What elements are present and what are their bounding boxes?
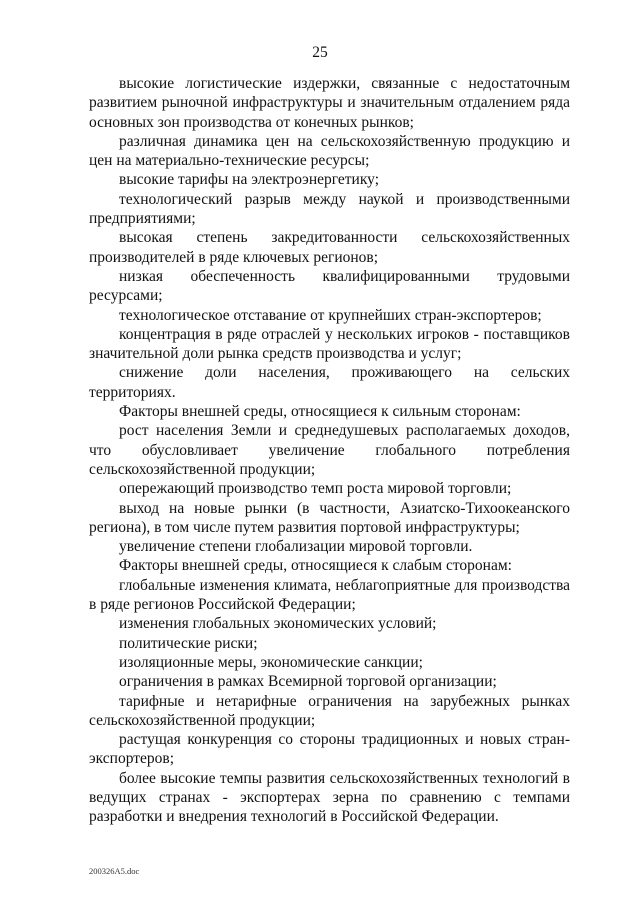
paragraph: политические риски; [119,634,258,652]
paragraph: растущая конкуренция со стороны традиционных и новых стран-экспортеров; [89,731,570,768]
paragraph: тарифные и нетарифные ограничения на зарубежных рынках сельскохозяйственной продукции; [89,692,570,729]
paragraph: изоляционные меры, экономические санкции; [119,653,423,671]
paragraph: глобальные изменения климата, неблагоприятные для производства в ряде регионов Российской Федерации; [89,576,570,614]
paragraph: снижение доли населения, проживающего на сельских территориях. [89,364,570,401]
paragraph: опережающий производство темп роста мировой торговли; [119,480,512,498]
paragraph: высокие тарифы на электроэнергетику; [119,171,380,189]
paragraph: высокая степень закредитованности сельскохозяйственных производителей в ряде ключевых регионов; [89,229,570,266]
section-heading-paragraph: Факторы внешней среды, относящиеся к слабым сторонам: [119,557,512,575]
section-heading-paragraph: Факторы внешней среды, относящиеся к сильным сторонам: [119,403,521,421]
page-number: 25 [312,44,328,61]
paragraph: технологический разрыв между наукой и производственными предприятиями; [89,190,570,228]
document-footer-filename: 200326A5.doc [89,866,140,876]
paragraph: концентрация в ряде отраслей у нескольких игроков - поставщиков значительной доли рынка средств производства и услуг; [89,325,570,363]
paragraph: изменения глобальных экономических условий; [119,615,437,633]
paragraph: выход на новые рынки (в частности, Азиатско-Тихоокеанского региона), в том числе путем развития портовой инфраструктуры; [89,499,570,536]
paragraph: более высокие темпы развития сельскохозяйственных технологий в ведущих странах - экспортерах зерна по сравнению с темпами разработки и внедрения технологий в Российской Федерации. [89,769,570,826]
document-body [89,74,570,827]
paragraph: высокие логистические издержки, связанные с недостаточным развитием рыночной инфраструктуры и значительным отдалением ряда основных зон производства от конечных рынков; [89,75,570,131]
paragraph: ограничения в рамках Всемирной торговой организации; [119,673,497,691]
paragraph: различная динамика цен на сельскохозяйственную продукцию и цен на материально-технические ресурсы; [89,132,570,170]
paragraph: технологическое отставание от крупнейших стран-экспортеров; [119,306,542,324]
paragraph: низкая обеспеченность квалифицированными трудовыми ресурсами; [89,267,570,305]
paragraph: рост населения Земли и среднедушевых располагаемых доходов, что обусловливает увеличение глобального потребления сельскохозяйственной продукции; [89,422,570,478]
paragraph: увеличение степени глобализации мировой торговли. [119,538,473,556]
